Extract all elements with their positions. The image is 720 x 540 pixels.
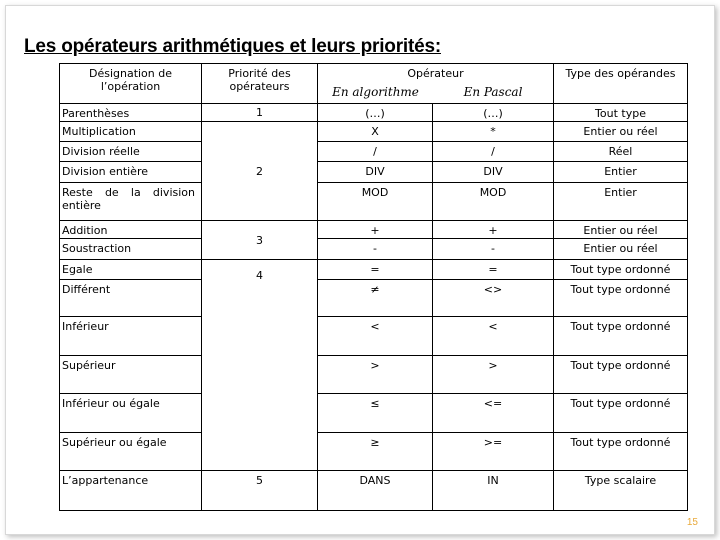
reste-line-1 — [62, 186, 201, 199]
cell-type-division-entiere: Entier — [554, 162, 688, 183]
cell-designation-reste — [59, 183, 202, 221]
cell-pascal-soustraction: - — [433, 239, 554, 260]
cell-algo-addition: + — [318, 221, 433, 239]
cell-algo-parentheses: (…) — [318, 104, 433, 122]
reste-word-4: division — [152, 186, 195, 199]
cell-priority-3: 3 — [202, 221, 318, 260]
reste-word-3: la — [130, 186, 141, 199]
cell-designation-division-entiere: Division entière — [59, 162, 202, 183]
cell-priority-1: 1 — [202, 104, 318, 122]
page-number: 15 — [686, 517, 698, 528]
cell-priority-4: 4 — [202, 260, 318, 471]
cell-algo-division-reelle: / — [318, 142, 433, 162]
cell-designation-inferieur-egale: Inférieur ou égale — [59, 394, 202, 433]
cell-algo-inferieur: < — [318, 317, 433, 356]
cell-type-multiplication: Entier ou réel — [554, 122, 688, 142]
cell-pascal-superieur-egale: >= — [433, 433, 554, 471]
header-algorithm: En algorithme — [318, 84, 433, 104]
cell-pascal-inferieur-egale: <= — [433, 394, 554, 433]
cell-priority-2: 2 — [202, 122, 318, 221]
cell-type-division-reelle: Réel — [554, 142, 688, 162]
cell-type-inferieur: Tout type ordonné — [554, 317, 688, 356]
cell-designation-egale: Egale — [59, 260, 202, 280]
cell-designation-parentheses: Parenthèses — [59, 104, 202, 122]
cell-pascal-addition: + — [433, 221, 554, 239]
cell-designation-different: Différent — [59, 280, 202, 317]
cell-designation-superieur: Supérieur — [59, 356, 202, 394]
reste-word-1: Reste — [62, 186, 93, 199]
cell-type-parentheses: Tout type — [554, 104, 688, 122]
header-operator: Opérateur — [318, 63, 554, 84]
cell-pascal-superieur: > — [433, 356, 554, 394]
cell-type-reste: Entier — [554, 183, 688, 221]
cell-algo-appartenance: DANS — [318, 471, 433, 511]
cell-type-appartenance: Type scalaire — [554, 471, 688, 511]
cell-pascal-egale: = — [433, 260, 554, 280]
cell-type-superieur: Tout type ordonné — [554, 356, 688, 394]
cell-designation-division-reelle: Division réelle — [59, 142, 202, 162]
cell-pascal-division-entiere: DIV — [433, 162, 554, 183]
cell-pascal-inferieur: < — [433, 317, 554, 356]
cell-algo-superieur: > — [318, 356, 433, 394]
cell-designation-multiplication: Multiplication — [59, 122, 202, 142]
cell-pascal-multiplication: * — [433, 122, 554, 142]
cell-algo-egale: = — [318, 260, 433, 280]
cell-algo-soustraction: - — [318, 239, 433, 260]
cell-type-addition: Entier ou réel — [554, 221, 688, 239]
cell-algo-different: ≠ — [318, 280, 433, 317]
cell-type-soustraction: Entier ou réel — [554, 239, 688, 260]
cell-algo-reste: MOD — [318, 183, 433, 221]
cell-type-different: Tout type ordonné — [554, 280, 688, 317]
header-pascal: En Pascal — [433, 84, 554, 104]
cell-pascal-parentheses: (…) — [433, 104, 554, 122]
cell-pascal-appartenance: IN — [433, 471, 554, 511]
cell-algo-inferieur-egale: ≤ — [318, 394, 433, 433]
cell-type-inferieur-egale: Tout type ordonné — [554, 394, 688, 433]
cell-type-egale: Tout type ordonné — [554, 260, 688, 280]
cell-pascal-division-reelle: / — [433, 142, 554, 162]
reste-line-2: entière — [62, 199, 101, 212]
cell-priority-5: 5 — [202, 471, 318, 511]
slide-title: Les opérateurs arithmétiques et leurs priorités: — [24, 36, 441, 57]
header-operand-type: Type des opérandes — [554, 63, 688, 104]
header-designation: Désignation de l’opération — [59, 63, 202, 104]
cell-designation-inferieur: Inférieur — [59, 317, 202, 356]
reste-word-2: de — [104, 186, 119, 199]
cell-type-superieur-egale: Tout type ordonné — [554, 433, 688, 471]
cell-pascal-different: <> — [433, 280, 554, 317]
cell-algo-division-entiere: DIV — [318, 162, 433, 183]
header-priority: Priorité des opérateurs — [202, 63, 318, 104]
cell-algo-multiplication: X — [318, 122, 433, 142]
cell-designation-appartenance: L’appartenance — [59, 471, 202, 511]
cell-designation-superieur-egale: Supérieur ou égale — [59, 433, 202, 471]
cell-algo-superieur-egale: ≥ — [318, 433, 433, 471]
cell-designation-soustraction: Soustraction — [59, 239, 202, 260]
operators-table — [59, 63, 688, 511]
cell-designation-addition: Addition — [59, 221, 202, 239]
cell-pascal-reste: MOD — [433, 183, 554, 221]
